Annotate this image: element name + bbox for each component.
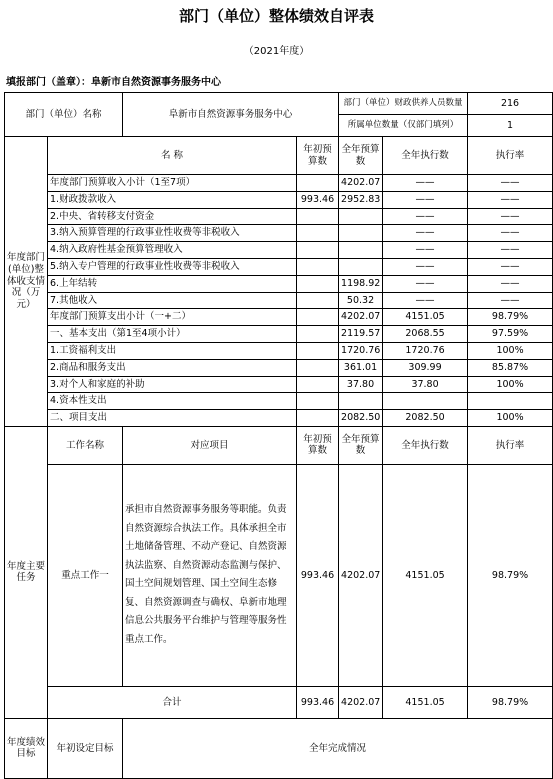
budget-row-executed: 37.80 (383, 376, 468, 393)
budget-row-full-year: 37.80 (339, 376, 383, 393)
budget-row-executed: 2068.55 (383, 326, 468, 343)
budget-row-executed: —— (383, 292, 468, 309)
task-rate: 98.79% (468, 464, 553, 686)
budget-row-name: 年度部门预算支出小计（一+二） (48, 309, 297, 326)
report-year: （2021年度） (243, 46, 310, 57)
budget-row-full-year: 50.32 (339, 292, 383, 309)
budget-row-full-year: 1198.92 (339, 275, 383, 292)
budget-row-name: 2.中央、省转移支付资金 (48, 208, 297, 225)
budget-row-name: 5.纳入专户管理的行政事业性收费等非税收入 (48, 258, 297, 275)
budget-row-executed: 4151.05 (383, 309, 468, 326)
budget-row-executed: —— (383, 208, 468, 225)
task-executed: 4151.05 (383, 464, 468, 686)
budget-row-full-year (339, 242, 383, 259)
budget-row-full-year: 4202.07 (339, 309, 383, 326)
budget-row-full-year (339, 208, 383, 225)
budget-row-name: 2.商品和服务支出 (48, 359, 297, 376)
budget-row (5, 208, 553, 225)
budget-row-name: 二、项目支出 (48, 410, 297, 427)
budget-row-name: 年度部门预算收入小计（1至7项） (48, 175, 297, 192)
budget-row-rate: —— (468, 225, 553, 242)
budget-row-executed: —— (383, 191, 468, 208)
budget-row-initial (297, 376, 339, 393)
budget-row-rate: —— (468, 191, 553, 208)
budget-row (5, 258, 553, 275)
budget-row (5, 191, 553, 208)
budget-row-initial (297, 410, 339, 427)
budget-row-rate: 97.59% (468, 326, 553, 343)
budget-col-rate: 执行率 (468, 137, 553, 175)
budget-row-executed: —— (383, 275, 468, 292)
goals-col-done: 全年完成情况 (123, 718, 553, 778)
budget-row (5, 376, 553, 393)
budget-row-executed (383, 393, 468, 410)
budget-row (5, 393, 553, 410)
budget-row-name: 1.工资福利支出 (48, 342, 297, 359)
budget-row-rate: 85.87% (468, 359, 553, 376)
budget-row-initial: 993.46 (297, 191, 339, 208)
budget-row-initial (297, 275, 339, 292)
budget-row-executed: 1720.76 (383, 342, 468, 359)
budget-row-rate: 100% (468, 410, 553, 427)
budget-row-initial (297, 225, 339, 242)
budget-row-name: 3.纳入预算管理的行政事业性收费等非税收入 (48, 225, 297, 242)
budget-row-name: 4.纳入政府性基金预算管理收入 (48, 242, 297, 259)
budget-row-initial (297, 175, 339, 192)
budget-row-full-year: 361.01 (339, 359, 383, 376)
budget-row (5, 292, 553, 309)
budget-row (5, 225, 553, 242)
budget-row-full-year: 2082.50 (339, 410, 383, 427)
budget-row-initial (297, 393, 339, 410)
dept-name-label: 部门（单位）名称 (5, 93, 123, 137)
budget-row-name: 6.上年结转 (48, 275, 297, 292)
budget-row-initial (297, 258, 339, 275)
budget-row-rate: —— (468, 208, 553, 225)
budget-row (5, 342, 553, 359)
total-label: 合计 (48, 686, 297, 718)
budget-row (5, 326, 553, 343)
sub-unit-count-value: 1 (468, 115, 553, 137)
tasks-col-rate: 执行率 (468, 426, 553, 464)
budget-col-full-year: 全年预算数 (339, 137, 383, 175)
budget-row (5, 275, 553, 292)
budget-row-executed: 2082.50 (383, 410, 468, 427)
total-executed: 4151.05 (383, 686, 468, 718)
budget-row-initial (297, 208, 339, 225)
budget-row (5, 359, 553, 376)
tasks-section-label: 年度主要任务 (5, 426, 48, 718)
task-initial: 993.46 (297, 464, 339, 686)
budget-row-executed: —— (383, 225, 468, 242)
budget-row-full-year (339, 258, 383, 275)
tasks-col-full-year: 全年预算数 (339, 426, 383, 464)
budget-row-rate: —— (468, 175, 553, 192)
tasks-col-item: 对应项目 (123, 426, 297, 464)
budget-row-rate: —— (468, 258, 553, 275)
goals-col-plan: 年初设定目标 (48, 718, 123, 778)
budget-row-executed: 309.99 (383, 359, 468, 376)
budget-row-full-year (339, 393, 383, 410)
budget-row-name: 7.其他收入 (48, 292, 297, 309)
total-full-year: 4202.07 (339, 686, 383, 718)
budget-row-initial (297, 359, 339, 376)
dept-name-value: 阜新市自然资源事务服务中心 (123, 93, 339, 137)
tasks-col-name: 工作名称 (48, 426, 123, 464)
budget-col-initial: 年初预算数 (297, 137, 339, 175)
sub-unit-count-label: 所属单位数量（仅部门填列） (339, 115, 468, 137)
budget-row-initial (297, 309, 339, 326)
tasks-col-executed: 全年执行数 (383, 426, 468, 464)
task-full-year: 4202.07 (339, 464, 383, 686)
budget-row-rate: —— (468, 275, 553, 292)
staff-count-value: 216 (468, 93, 553, 115)
task-name: 重点工作一 (48, 464, 123, 686)
budget-row-full-year: 2952.83 (339, 191, 383, 208)
budget-row-name: 一、基本支出（第1至4项小计） (48, 326, 297, 343)
budget-row-rate: 98.79% (468, 309, 553, 326)
tasks-col-initial: 年初预算数 (297, 426, 339, 464)
budget-row (5, 309, 553, 326)
staff-count-label: 部门（单位）财政供养人员数量 (339, 93, 468, 115)
budget-row-full-year: 4202.07 (339, 175, 383, 192)
budget-row (5, 410, 553, 427)
page-title: 部门（单位）整体绩效自评表 (178, 7, 374, 25)
budget-row-executed: —— (383, 242, 468, 259)
budget-row-rate: 100% (468, 376, 553, 393)
budget-row-full-year (339, 225, 383, 242)
budget-row-initial (297, 292, 339, 309)
budget-row-name: 1.财政拨款收入 (48, 191, 297, 208)
budget-row-full-year: 1720.76 (339, 342, 383, 359)
budget-section-label: 年度部门(单位)整体收支情况（万元） (5, 137, 48, 427)
budget-row-name: 4.资本性支出 (48, 393, 297, 410)
budget-row-rate: —— (468, 292, 553, 309)
self-evaluation-table (4, 92, 553, 779)
total-initial: 993.46 (297, 686, 339, 718)
budget-row-name: 3.对个人和家庭的补助 (48, 376, 297, 393)
budget-row-initial (297, 342, 339, 359)
task-description: 承担市自然资源事务服务等职能。负责自然资源综合执法工作。具体承担全市土地储备管理、不动产登记、自然资源执法监察、自然资源动态监测与保护、国土空间规划管理、国土空间生态修复、自然资源调查与确权、阜新市地理信息公共服务平台维护与管理等服务性重点工作。 (123, 464, 297, 686)
budget-row-rate: 100% (468, 342, 553, 359)
budget-row (5, 175, 553, 192)
budget-row-rate (468, 393, 553, 410)
budget-row-rate: —— (468, 242, 553, 259)
budget-row-initial (297, 242, 339, 259)
budget-row-full-year: 2119.57 (339, 326, 383, 343)
budget-row-executed: —— (383, 258, 468, 275)
budget-col-name: 名 称 (48, 137, 297, 175)
budget-col-executed: 全年执行数 (383, 137, 468, 175)
budget-row (5, 242, 553, 259)
goals-section-label: 年度绩效目标 (5, 718, 48, 778)
reporting-unit: 填报部门（盖章）：阜新市自然资源事务服务中心 (6, 77, 221, 88)
budget-row-initial (297, 326, 339, 343)
budget-row-executed: —— (383, 175, 468, 192)
total-rate: 98.79% (468, 686, 553, 718)
